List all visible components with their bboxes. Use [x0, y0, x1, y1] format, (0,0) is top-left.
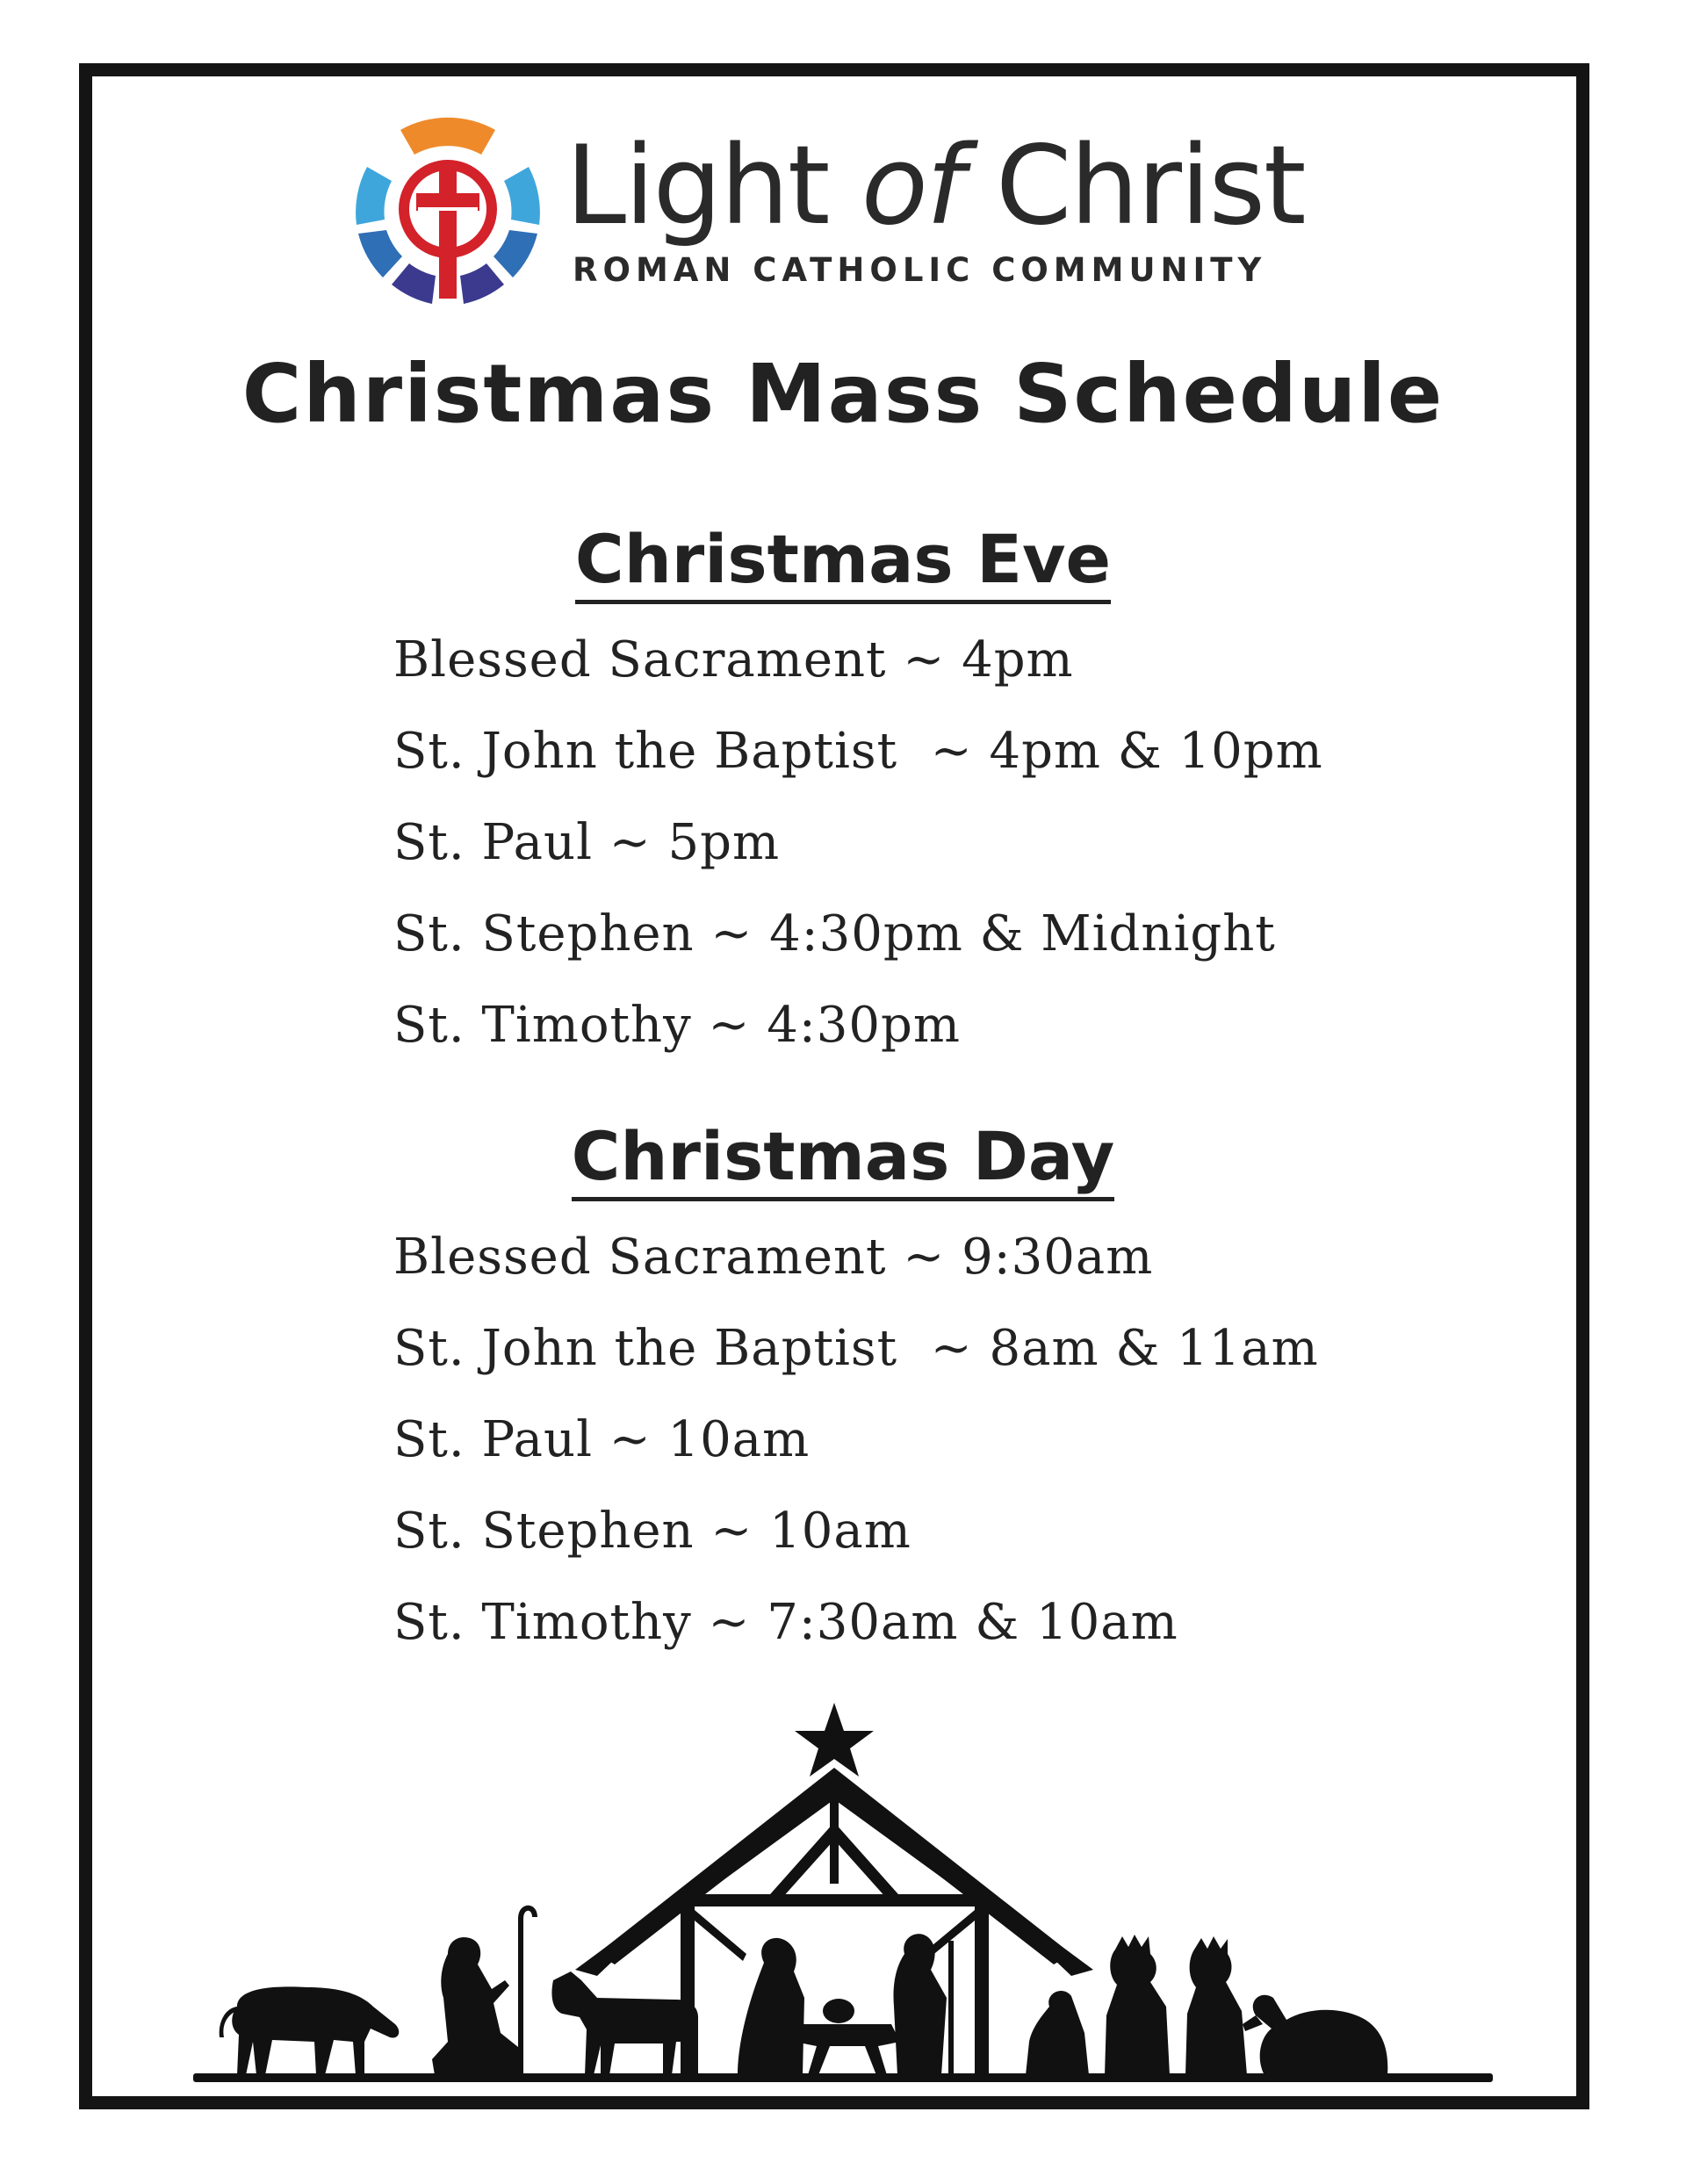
parish-name-of: of [861, 123, 963, 249]
schedule-entry: St. John the Baptist ~ 8am & 11am [393, 1320, 1319, 1377]
parish-tagline: ROMAN CATHOLIC COMMUNITY [573, 251, 1267, 289]
star-icon [795, 1703, 874, 1777]
schedule-entry: Blessed Sacrament ~ 9:30am [393, 1229, 1154, 1286]
parish-name-christ: Christ [995, 123, 1305, 249]
parish-name [566, 123, 1305, 249]
schedule-entry: St. Paul ~ 5pm [393, 814, 781, 871]
nativity-scene-icon [184, 1690, 1502, 2094]
page-title: Christmas Mass Schedule [241, 347, 1445, 441]
christmas-eve-heading-text: Christmas Eve [575, 520, 1111, 604]
schedule-entry: St. Stephen ~ 10am [393, 1503, 911, 1560]
parish-logo [348, 111, 1305, 313]
christmas-eve-schedule [393, 625, 1323, 1082]
schedule-entry: St. John the Baptist ~ 4pm & 10pm [393, 723, 1323, 780]
schedule-entry: St. Timothy ~ 7:30am & 10am [393, 1594, 1178, 1651]
christmas-day-heading-text: Christmas Day [572, 1117, 1115, 1201]
christmas-day-heading [0, 1117, 1686, 1195]
schedule-entry: St. Timothy ~ 4:30pm [393, 997, 961, 1054]
parish-logo-icon [348, 111, 548, 311]
schedule-entry: St. Paul ~ 10am [393, 1411, 811, 1468]
schedule-entry: Blessed Sacrament ~ 4pm [393, 631, 1074, 688]
parish-name-light: Light [566, 123, 829, 249]
schedule-entry: St. Stephen ~ 4:30pm & Midnight [393, 905, 1276, 962]
christmas-day-schedule [393, 1222, 1319, 1679]
christmas-eve-heading [0, 520, 1686, 598]
